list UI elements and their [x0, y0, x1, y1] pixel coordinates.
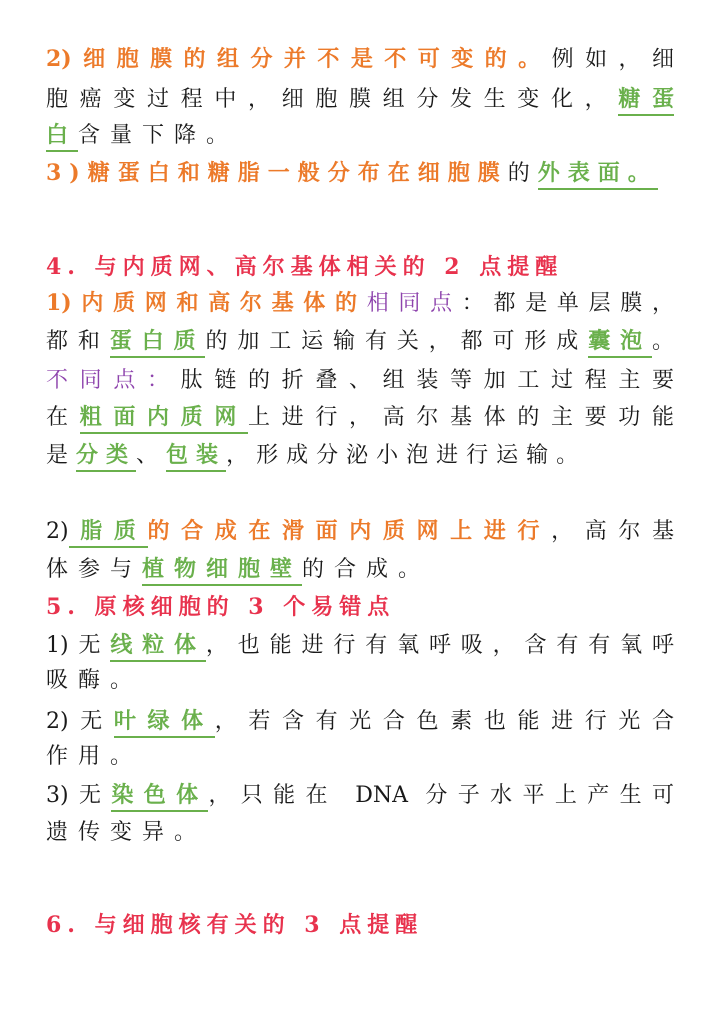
highlight-term: 粗面内质网 — [80, 404, 248, 434]
text-line: 2)脂质的合成在滑面内质网上进行，高尔基 — [46, 516, 674, 547]
highlight-term: 脂质 — [69, 518, 148, 548]
text-line: 不同点：肽链的折叠、组装等加工过程主要 — [46, 368, 674, 393]
highlight-term: 植物细胞壁 — [142, 556, 302, 586]
text-line: 都和蛋白质的加工运输有关，都可形成囊泡。 — [46, 326, 674, 357]
highlight-term: 糖蛋 — [618, 86, 674, 116]
text-line: 在粗面内质网上进行，高尔基体的主要功能 — [46, 402, 674, 433]
text-line: 1)无线粒体，也能进行有氧呼吸，含有有氧呼 — [46, 630, 674, 661]
highlight-term: 染色体 — [111, 782, 208, 812]
highlight-term: 叶绿体 — [114, 708, 215, 738]
text-line: 遗传变异。 — [46, 820, 207, 845]
text-line: 1)内质网和高尔基体的相同点：都是单层膜， — [46, 290, 674, 316]
highlight-term: 蛋白质 — [110, 328, 206, 358]
section-heading: 5. 原核细胞的 3 个易错点 — [46, 594, 396, 620]
text-line: 白含量下降。 — [46, 120, 674, 151]
text-line: 3)糖蛋白和糖脂一般分布在细胞膜的外表面。 — [46, 158, 674, 189]
highlight-term: 白 — [46, 122, 78, 152]
text-line: 作用。 — [46, 744, 143, 769]
text-line: 2)无叶绿体，若含有光合色素也能进行光合 — [46, 706, 674, 737]
text-line: 2)细胞膜的组分并不是不可变的。例如，细 — [46, 46, 674, 72]
highlight-term: 线粒体 — [110, 632, 206, 662]
highlight-term: 包装 — [166, 442, 226, 472]
text-line: 是分类、包装，形成分泌小泡进行运输。 — [46, 440, 674, 471]
text-line: 吸酶。 — [46, 668, 143, 693]
highlight-term: 囊泡 — [588, 328, 652, 358]
highlight-term: 分类 — [76, 442, 136, 472]
highlight-term: 外表面。 — [538, 160, 658, 190]
text-line: 3)无染色体，只能在 DNA 分子水平上产生可 — [46, 780, 674, 811]
text-line: 体参与植物细胞壁的合成。 — [46, 554, 674, 585]
section-heading: 4. 与内质网、高尔基体相关的 2 点提醒 — [46, 254, 564, 280]
text-line: 胞癌变过程中，细胞膜组分发生变化，糖蛋 — [46, 84, 674, 115]
section-heading: 6. 与细胞核有关的 3 点提醒 — [46, 912, 424, 938]
